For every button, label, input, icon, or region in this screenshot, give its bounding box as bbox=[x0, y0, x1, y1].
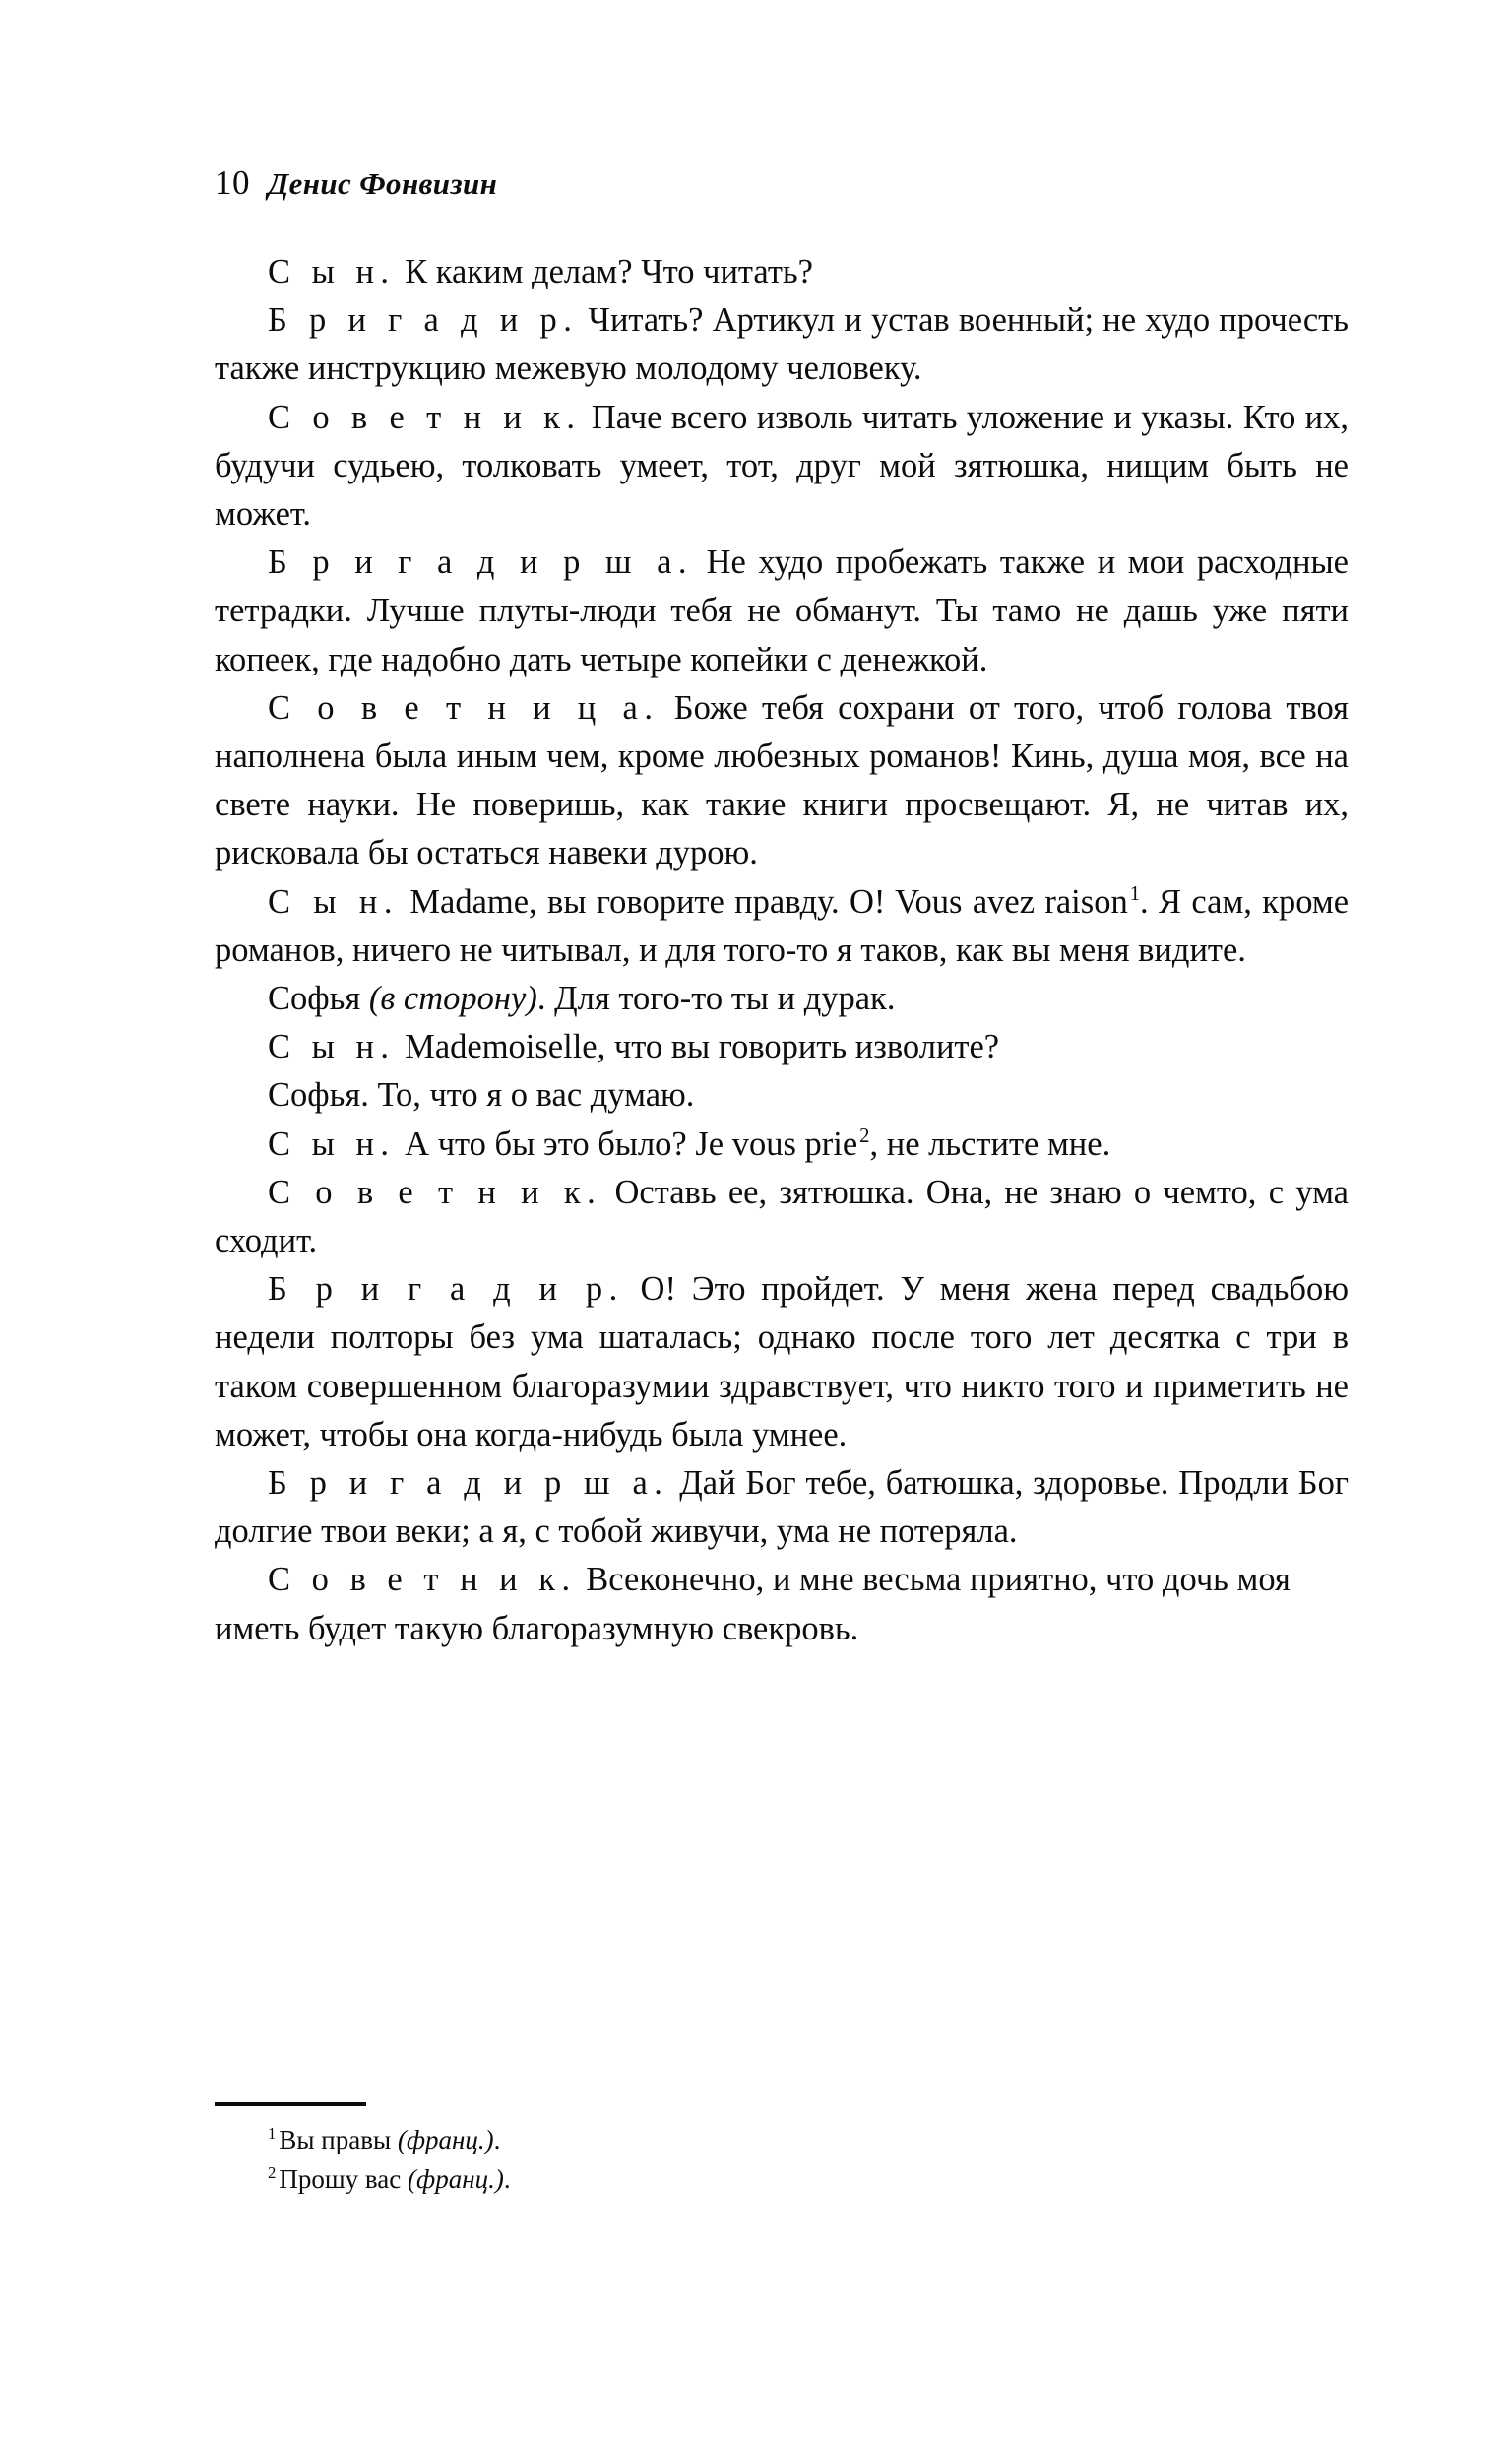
stage-direction: (в сторону) bbox=[360, 980, 537, 1018]
speaker-name: Б р и г а д и р ш а. bbox=[268, 1464, 669, 1503]
speech-text-before-footnote: Madame, вы говорите правду. O! Vous avez raison bbox=[400, 882, 1128, 921]
speech-text: Паче всего изволь читать уложение и указы. Кто их, будучи судьею, толковать умеет, тот, друг мой зятюшка, нищим быть не может. bbox=[215, 398, 1349, 534]
speech-text: Mademoiselle, что вы говорить изволите? bbox=[396, 1028, 1000, 1066]
footnote-marker: 1 bbox=[268, 2124, 277, 2143]
dialogue-paragraph bbox=[215, 878, 1349, 975]
dialogue-paragraph bbox=[215, 1556, 1349, 1652]
speech-text: О! Это пройдет. У меня жена перед свадьбою недели полторы без ума шаталась; однако после того лет десятка с три в таком совершенном благоразумии здравствует, что никто того и приметить не может, чтобы она когда-нибудь была умнее. bbox=[215, 1270, 1349, 1453]
speech-text: Всеконечно, и мне весьма приятно, что дочь моя иметь будет такую благоразумную свекровь. bbox=[215, 1561, 1291, 1647]
running-head-author: Денис Фонвизин bbox=[268, 166, 498, 201]
dialogue-paragraph bbox=[215, 975, 1349, 1023]
dialogue-paragraph bbox=[215, 1169, 1349, 1265]
footnote-language-note: (франц.) bbox=[397, 2125, 494, 2154]
speaker-name: С о в е т н и ц а. bbox=[268, 688, 660, 727]
dialogue-paragraph bbox=[215, 684, 1349, 878]
footnote-item bbox=[215, 2159, 1349, 2199]
footnote-tail: . bbox=[493, 2125, 501, 2154]
dialogue-paragraph bbox=[215, 539, 1349, 684]
footnote-area bbox=[215, 2102, 1349, 2199]
speech-text: Боже тебя сохрани от того, чтоб голова твоя наполнена была иным чем, кроме любезных романов! Кинь, душа моя, все на свете науки. Не поверишь, как такие книги просвещают. Я, не читав их, рисковала бы остаться навеки дурою. bbox=[215, 688, 1349, 872]
speaker-name: С ы н. bbox=[268, 1125, 396, 1163]
speaker-name: Б р и г а д и р. bbox=[268, 1270, 624, 1309]
footnote-text: Прошу вас bbox=[279, 2164, 409, 2194]
footnote-text: Вы правы bbox=[279, 2125, 398, 2154]
dialogue-paragraph bbox=[215, 248, 1349, 296]
footnote-reference-2[interactable]: 2 bbox=[859, 1125, 870, 1148]
dialogue-paragraph bbox=[215, 1265, 1349, 1459]
speaker-name: Софья bbox=[268, 980, 361, 1018]
dialogue-paragraph bbox=[215, 1023, 1349, 1071]
speech-text-before-footnote: А что бы это было? Je vous prie bbox=[396, 1125, 858, 1163]
speech-text: То, что я о вас думаю. bbox=[368, 1076, 695, 1115]
speech-text-after-footnote: , не льстите мне. bbox=[869, 1125, 1111, 1163]
footnote-marker: 2 bbox=[268, 2163, 277, 2182]
speech-text: Дай Бог тебе, батюшка, здоровье. Продли Бог долгие твои веки; а я, с тобой живучи, ума не потеряла. bbox=[215, 1464, 1349, 1551]
speaker-name: Б р и г а д и р ш а. bbox=[268, 544, 694, 582]
dialogue-paragraph bbox=[215, 394, 1349, 540]
footnote-tail: . bbox=[503, 2164, 511, 2194]
dialogue-paragraph bbox=[215, 296, 1349, 393]
speech-text: . Для того-то ты и дурак. bbox=[536, 980, 896, 1018]
speech-text: К каким делам? Что читать? bbox=[396, 253, 813, 290]
speaker-name: С о в е т н и к. bbox=[268, 398, 582, 436]
speaker-name: С ы н. bbox=[268, 253, 396, 290]
dialogue-paragraph bbox=[215, 1459, 1349, 1556]
speech-text-after-footnote: . Я сам, кроме романов, ничего не читывал, и для того-то я таков, как вы меня видите. bbox=[215, 882, 1350, 969]
speech-text: Читать? Артикул и устав военный; не худо прочесть также инструкцию межевую молодому человеку. bbox=[215, 301, 1349, 388]
dialogue-paragraph bbox=[215, 1071, 1349, 1120]
running-head bbox=[215, 165, 497, 202]
speaker-name: С ы н. bbox=[268, 1028, 396, 1066]
main-text-block bbox=[215, 248, 1349, 1653]
speaker-name: С о в е т н и к. bbox=[268, 1561, 577, 1599]
speaker-name: С о в е т н и к. bbox=[268, 1173, 602, 1211]
speech-text: Не худо пробежать также и мои расходные тетрадки. Лучше плуты-люди тебя не обманут. Ты тамо не дашь уже пяти копеек, где надобно дать четыре копейки с денежкой. bbox=[215, 544, 1349, 678]
speech-text: Оставь ее, зятюшка. Она, не знаю о чемто, с ума сходит. bbox=[215, 1173, 1349, 1260]
footnote-language-note: (франц.) bbox=[408, 2164, 504, 2194]
footnote-reference-1[interactable]: 1 bbox=[1129, 883, 1141, 906]
speaker-name: С ы н. bbox=[268, 882, 399, 921]
dialogue-paragraph bbox=[215, 1121, 1349, 1169]
footnote-separator-rule bbox=[215, 2102, 366, 2106]
footnote-item bbox=[215, 2120, 1349, 2159]
speaker-name: Софья. bbox=[268, 1076, 369, 1115]
page-number: 10 bbox=[215, 163, 250, 202]
speaker-name: Б р и г а д и р. bbox=[268, 301, 579, 340]
